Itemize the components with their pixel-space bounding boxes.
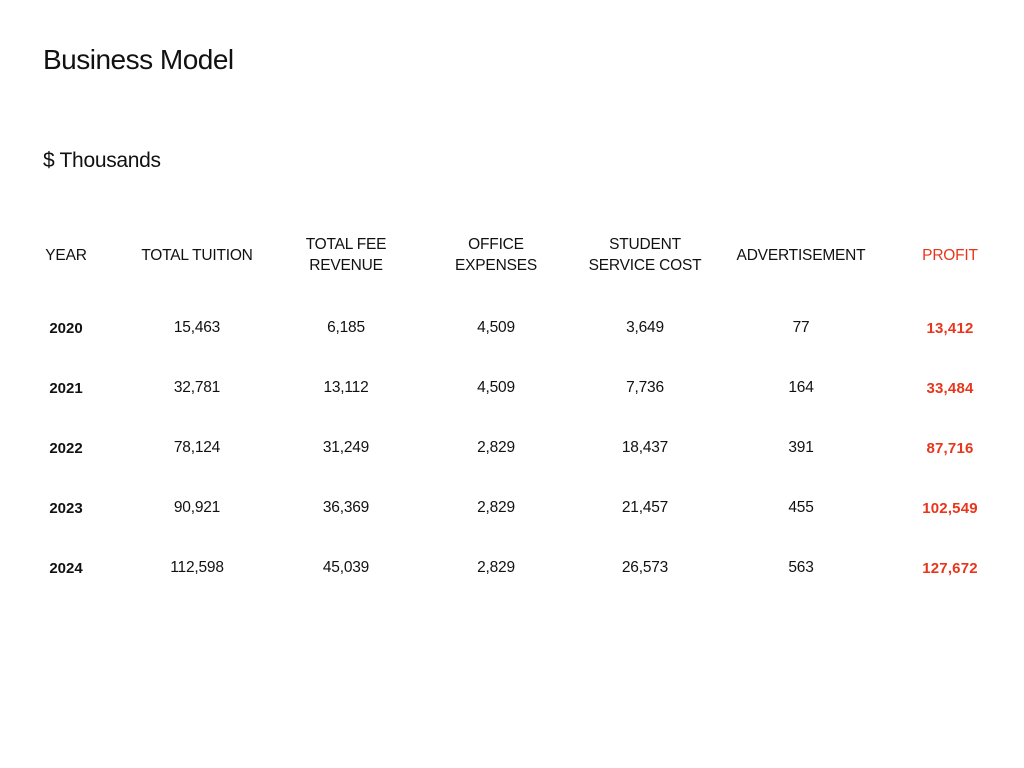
- cell-total-tuition: 90,921: [173, 499, 221, 516]
- cell-profit: 102,549: [922, 500, 978, 517]
- cell-advertisement: 77: [792, 319, 810, 336]
- header-student-service-cost: [589, 234, 702, 276]
- cell-office-expenses: 2,829: [477, 559, 515, 576]
- cell-profit: 87,716: [926, 440, 974, 457]
- header-total-fee-revenue-line2: REVENUE: [309, 257, 383, 274]
- header-total-fee-revenue-line1: TOTAL FEE: [305, 236, 387, 253]
- header-total-tuition: [141, 245, 252, 266]
- cell-year: 2023: [49, 500, 83, 517]
- cell-year: 2021: [49, 380, 83, 397]
- cell-profit: 13,412: [926, 320, 974, 337]
- cell-total-tuition: 32,781: [173, 379, 221, 396]
- cell-total-fee-revenue: 45,039: [322, 559, 370, 576]
- cell-student-service-cost: 26,573: [621, 559, 669, 576]
- cell-office-expenses: 4,509: [477, 319, 515, 336]
- header-office-expenses: [455, 234, 537, 276]
- units-subtitle: $ Thousands: [43, 149, 161, 172]
- header-profit-line1: PROFIT: [922, 247, 978, 264]
- header-office-expenses-line2: EXPENSES: [455, 257, 537, 274]
- header-total-tuition-line1: TOTAL TUITION: [141, 247, 253, 264]
- cell-office-expenses: 2,829: [477, 499, 515, 516]
- page-title: Business Model: [43, 44, 234, 75]
- header-profit: [922, 245, 978, 266]
- header-advertisement-line1: ADVERTISEMENT: [736, 247, 866, 264]
- header-student-service-cost-line2: SERVICE COST: [588, 257, 702, 274]
- header-year-line1: YEAR: [45, 247, 87, 264]
- cell-office-expenses: 4,509: [477, 379, 515, 396]
- business-model-table: [0, 234, 1024, 594]
- cell-profit: 127,672: [922, 560, 978, 577]
- header-total-fee-revenue: [306, 234, 387, 276]
- cell-total-fee-revenue: 36,369: [322, 499, 370, 516]
- header-office-expenses-line1: OFFICE: [468, 236, 524, 253]
- cell-year: 2020: [49, 320, 83, 337]
- cell-total-tuition: 15,463: [173, 319, 221, 336]
- cell-year: 2024: [49, 560, 83, 577]
- cell-year: 2022: [49, 440, 83, 457]
- header-student-service-cost-line1: STUDENT: [609, 236, 681, 253]
- cell-advertisement: 164: [788, 379, 814, 396]
- header-advertisement: [737, 245, 866, 266]
- cell-advertisement: 391: [788, 439, 814, 456]
- cell-total-tuition: 112,598: [170, 559, 224, 576]
- cell-student-service-cost: 21,457: [621, 499, 669, 516]
- cell-advertisement: 563: [788, 559, 814, 576]
- cell-student-service-cost: 18,437: [621, 439, 669, 456]
- cell-total-tuition: 78,124: [173, 439, 221, 456]
- cell-profit: 33,484: [926, 380, 974, 397]
- cell-student-service-cost: 7,736: [626, 379, 664, 396]
- header-year: [45, 245, 86, 266]
- cell-total-fee-revenue: 31,249: [322, 439, 370, 456]
- cell-total-fee-revenue: 13,112: [323, 379, 369, 396]
- cell-total-fee-revenue: 6,185: [327, 319, 365, 336]
- cell-office-expenses: 2,829: [477, 439, 515, 456]
- cell-advertisement: 455: [788, 499, 814, 516]
- cell-student-service-cost: 3,649: [626, 319, 664, 336]
